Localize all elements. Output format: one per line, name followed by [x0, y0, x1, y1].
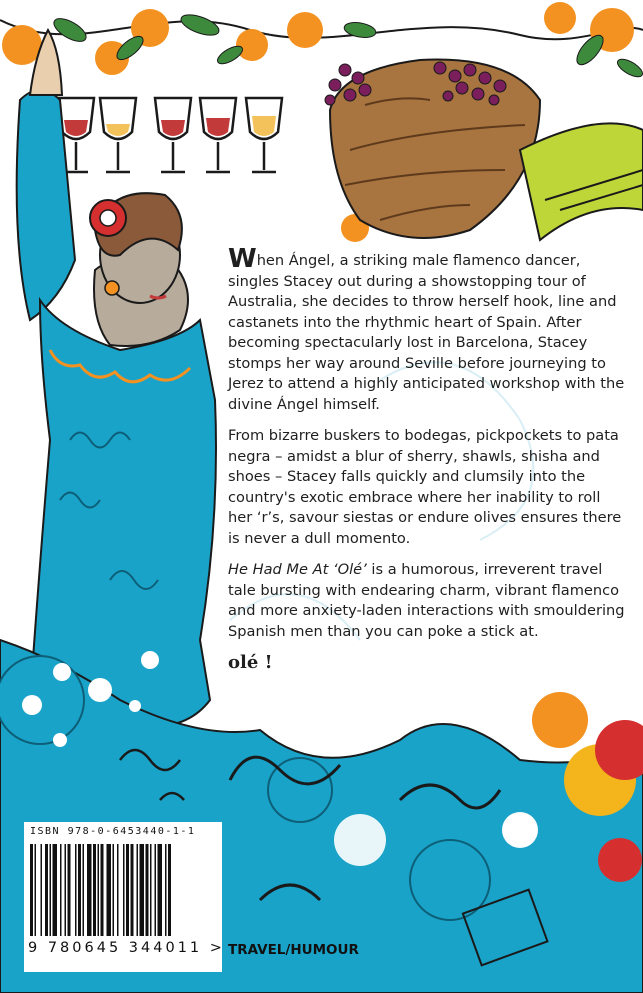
signoff: olé ! — [228, 652, 273, 673]
barcode-bar — [68, 844, 71, 936]
barcode-bar — [155, 844, 157, 936]
book-title: He Had Me At ‘Olé’ — [228, 561, 367, 578]
barcode-bar — [140, 844, 145, 936]
drop-cap: W — [228, 244, 257, 274]
blurb-paragraph-1-text: hen Ángel, a striking male flamenco dancer, singles Stacey out during a showstopping tour of Australia, she decides to throw herself hook, line and castanets into the rhythmic heart of Spain. After becoming spectacularly lost in Barcelona, Stacey stomps her way around Seville before journeying to Jerez to attend a highly anticipated workshop with the divine Ángel himself. — [228, 252, 625, 413]
wine-glasses — [58, 98, 282, 172]
barcode-bar — [150, 844, 152, 936]
blurb-paragraph-3-text: is a humorous, irreverent travel tale bursting with endearing charm, vibrant flamenco and more anxiety-laden interactions with smouldering Spanish men than you can poke a stick at. — [228, 561, 625, 640]
barcode-bar — [87, 844, 92, 936]
barcode-digits: 9 780645 344011 > — [28, 940, 225, 956]
blurb-paragraph-2: From bizarre buskers to bodegas, pickpockets to pata negra – amidst a blur of sherry, shawls, shisha and shoes – Stacey falls quickly and clumsily into the country's exotic embrace where her inability to roll her ‘r’s, savour siestas or endure olives ensures there is never a dull momento. — [228, 427, 622, 547]
barcode-bar — [158, 844, 163, 936]
barcode-bar — [65, 844, 67, 936]
barcode-bar — [30, 844, 33, 936]
barcode-bar — [165, 844, 167, 936]
barcode-bar — [123, 844, 125, 936]
barcode-bar — [93, 844, 96, 936]
barcode-bar — [126, 844, 129, 936]
barcode-bar — [35, 844, 37, 936]
barcode-bar — [101, 844, 104, 936]
barcode-bar — [117, 844, 119, 936]
barcode-bar — [83, 844, 85, 936]
barcode-bar — [131, 844, 134, 936]
isbn-label: ISBN 978-0-6453440-1-1 — [30, 826, 196, 837]
barcode-bar — [137, 844, 139, 936]
barcode-bar — [113, 844, 115, 936]
bridge-sketch — [520, 123, 643, 240]
barcode-bar — [53, 844, 58, 936]
barcode-bar — [75, 844, 77, 936]
barcode-bar — [41, 844, 43, 936]
category-label: TRAVEL/HUMOUR — [228, 942, 359, 958]
barcode-bar — [78, 844, 81, 936]
barcode-bar — [107, 844, 112, 936]
barcode-bar — [146, 844, 149, 936]
grape-basket — [325, 60, 540, 239]
barcode-bar — [98, 844, 100, 936]
barcode-bar — [45, 844, 48, 936]
barcode-bar — [60, 844, 62, 936]
barcode-bar — [168, 844, 171, 936]
blurb-text — [228, 244, 628, 674]
barcode-bar — [50, 844, 52, 936]
blurb-paragraph-1 — [228, 244, 628, 415]
blurb-paragraph-3 — [228, 560, 628, 642]
